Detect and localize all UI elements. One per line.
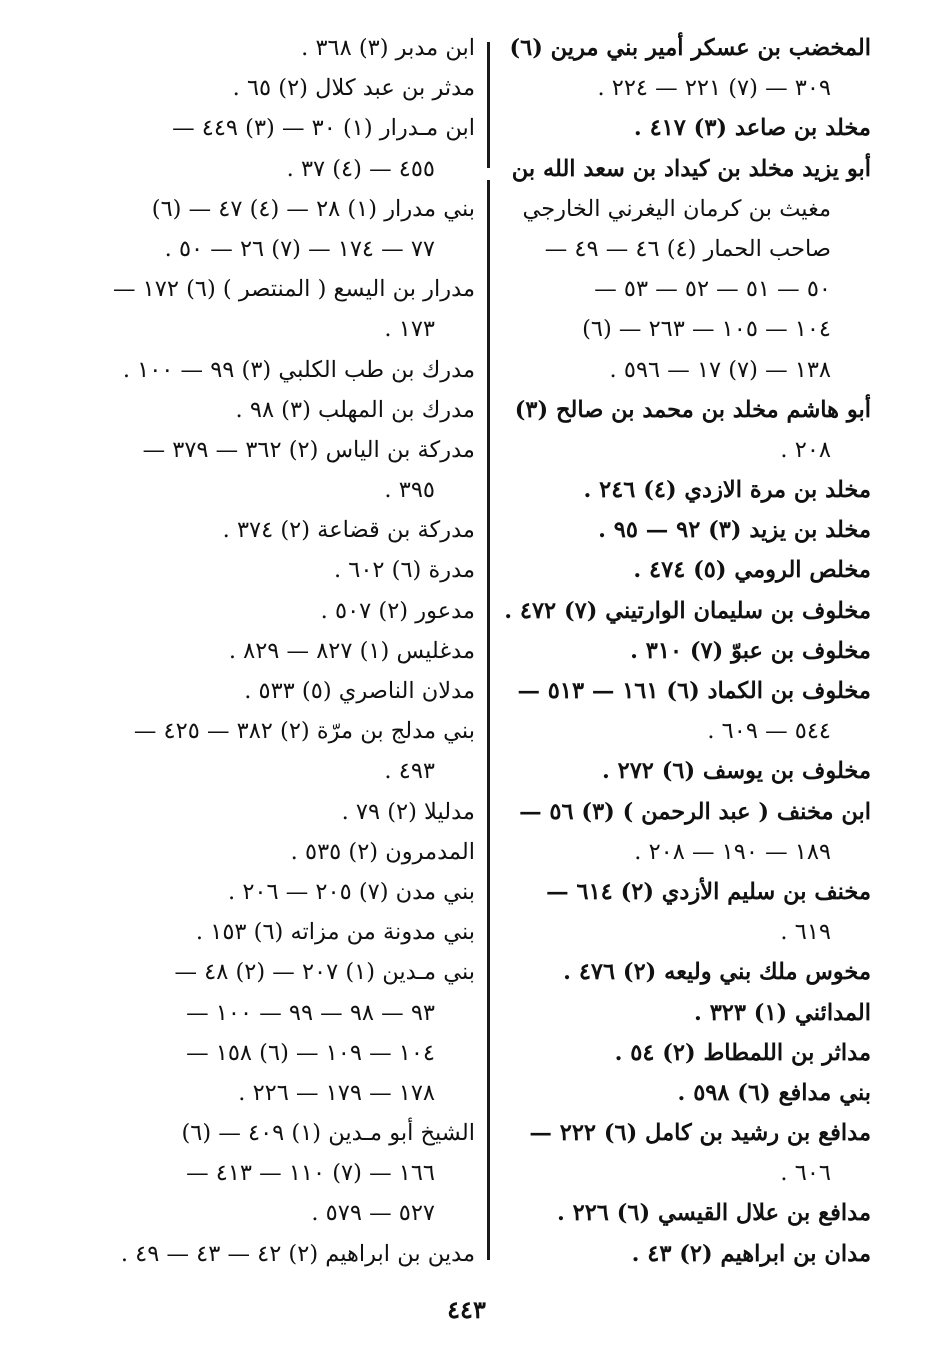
index-entry: مداثر بن اللمطاط (٢) ٥٤ . (614, 1039, 871, 1066)
index-entry-continuation: ١٣٨ — (٧) ١٧ — ٥٩٦ . (609, 356, 831, 383)
index-entry: مخلص الرومي (٥) ٤٧٤ . (633, 557, 871, 584)
index-entry: مدغليس (١) ٨٢٧ — ٨٢٩ . (228, 637, 475, 664)
index-entry: مدعور (٢) ٥٠٧ . (320, 597, 475, 624)
index-entry: بني مدونة من مزاته (٦) ١٥٣ . (195, 919, 475, 946)
index-entry-continuation: ٧٧ — ١٧٤ — (٧) ٢٦ — ٥٠ . (164, 235, 435, 262)
index-entry-continuation: صاحب الحمار (٤) ٤٦ — ٤٩ — (544, 235, 831, 262)
index-entry: مدليلا (٢) ٧٩ . (341, 798, 475, 825)
index-entry-continuation: ١٧٨ — ١٧٩ — ٢٢٦ . (238, 1079, 435, 1106)
index-entry: مخلوف بن الكماد (٦) ١٦١ — ٥١٣ — (517, 678, 871, 704)
index-entry: مخلد بن مرة الازدي (٤) ٢٤٦ . (583, 477, 871, 504)
index-entry: المدمرون (٢) ٥٣٥ . (290, 838, 475, 865)
index-entry-continuation: ٤٩٣ . (384, 758, 435, 785)
index-entry-continuation: ٣٩٥ . (384, 477, 435, 504)
index-entry: مخلد بن يزيد (٣) ٩٢ — ٩٥ . (598, 517, 871, 544)
index-entry: مدافع بن علال القيسي (٦) ٢٢٦ . (556, 1200, 871, 1227)
index-entry: بني مدلج بن مرّة (٢) ٣٨٢ — ٤٢٥ — (133, 718, 475, 745)
index-entry: مخلوف بن عبوّ (٧) ٣١٠ . (630, 637, 871, 664)
index-entry-continuation: ٦٠٦ . (780, 1160, 831, 1187)
index-entry-continuation: ١٧٣ . (384, 316, 435, 343)
index-entry: مدرار بن اليسع ( المنتصر ) (٦) ١٧٢ — (113, 276, 475, 303)
column-divider (487, 42, 490, 1260)
index-entry: مخوس ملك بني وليعه (٢) ٤٧٦ . (563, 959, 871, 986)
page-number: ٤٤٣ (447, 1295, 486, 1324)
index-entry: المخضب بن عسكر أمير بني مرين (٦) (509, 35, 871, 61)
index-entry: بني مـدين (١) ٢٠٧ — (٢) ٤٨ — (174, 959, 475, 986)
index-entry: مخلوف بن يوسف (٦) ٢٧٢ . (601, 758, 871, 785)
index-entry: المدائني (١) ٣٢٣ . (694, 999, 871, 1026)
index-entry-continuation: ٩٣ — ٩٨ — ٩٩ — ١٠٠ — (186, 999, 435, 1026)
index-entry-continuation: ٣٠٩ — (٧) ٢٢١ — ٢٢٤ . (597, 75, 831, 102)
index-entry-continuation: ٢٠٨ . (780, 436, 831, 463)
index-entry: أبو هاشم مخلد بن محمد بن صالح (٣) (514, 396, 871, 423)
index-entry: بني مدن (٧) ٢٠٥ — ٢٠٦ . (228, 878, 475, 905)
index-entry-continuation: ١٦٦ — (٧) ١١٠ — ٤١٣ — (186, 1160, 435, 1187)
index-entry: مدرك بن طب الكلبي (٣) ٩٩ — ١٠٠ . (122, 356, 475, 383)
index-entry: مدثر بن عبد كلال (٢) ٦٥ . (232, 75, 475, 102)
index-entry-continuation: ٥٤٤ — ٦٠٩ . (707, 718, 831, 745)
index-entry: مخلد بن صاعد (٣) ٤١٧ . (633, 115, 871, 142)
index-entry: بني مدافع (٦) ٥٩٨ . (677, 1079, 871, 1106)
index-entry-continuation: ٦١٩ . (780, 919, 831, 946)
column-divider-gap (485, 168, 493, 180)
index-entry: مدافع بن رشيد بن كامل (٦) ٢٢٢ — (529, 1120, 871, 1147)
index-entry-continuation: ٥٢٧ — ٥٧٩ . (311, 1200, 435, 1227)
index-entry-continuation: ٥٠ — ٥١ — ٥٢ — ٥٣ — (594, 276, 831, 303)
index-column-right (504, 28, 871, 1274)
index-entry-continuation: ١٠٤ — ١٠٥ — ٢٦٣ — (٦) (582, 316, 831, 343)
index-entry: مدلان الناصري (٥) ٥٣٣ . (244, 678, 475, 704)
index-entry-continuation: ٤٥٥ — (٤) ٣٧ . (286, 155, 435, 182)
index-column-left (115, 28, 475, 1274)
index-entry: بني مدرار (١) ٢٨ — (٤) ٤٧ — (٦) (151, 195, 475, 222)
index-entry: مخنف بن سليم الأزدي (٢) ٦١٤ — (546, 878, 871, 905)
index-entry: مدين بن ابراهيم (٢) ٤٢ — ٤٣ — ٤٩ . (120, 1240, 475, 1267)
index-entry-continuation: مغيث بن كرمان اليغرني الخارجي (522, 195, 831, 222)
index-entry: مدرة (٦) ٦٠٢ . (333, 557, 475, 584)
index-entry-continuation: ١٠٤ — ١٠٩ — (٦) ١٥٨ — (186, 1039, 435, 1066)
index-entry: الشيخ أبو مـدين (١) ٤٠٩ — (٦) (181, 1120, 475, 1147)
index-entry: ابن مـدرار (١) ٣٠ — (٣) ٤٤٩ — (172, 115, 475, 142)
index-entry: أبو يزيد مخلد بن كيداد بن سعد الله بن (511, 155, 871, 182)
index-entry: مدرك بن المهلب (٣) ٩٨ . (235, 396, 475, 423)
index-entry: مخلوف بن سليمان الوارتيني (٧) ٤٧٢ . (504, 597, 871, 624)
index-entry: مدان بن ابراهيم (٢) ٤٣ . (631, 1240, 871, 1267)
index-entry: مدركة بن الياس (٢) ٣٦٢ — ٣٧٩ — (142, 436, 475, 463)
index-entry-continuation: ١٨٩ — ١٩٠ — ٢٠٨ . (634, 838, 831, 865)
index-entry: ابن مخنف ( عبد الرحمن ) (٣) ٥٦ — (519, 798, 871, 825)
index-entry: مدركة بن قضاعة (٢) ٣٧٤ . (222, 517, 475, 544)
index-entry: ابن مدبر (٣) ٣٦٨ . (301, 35, 475, 61)
